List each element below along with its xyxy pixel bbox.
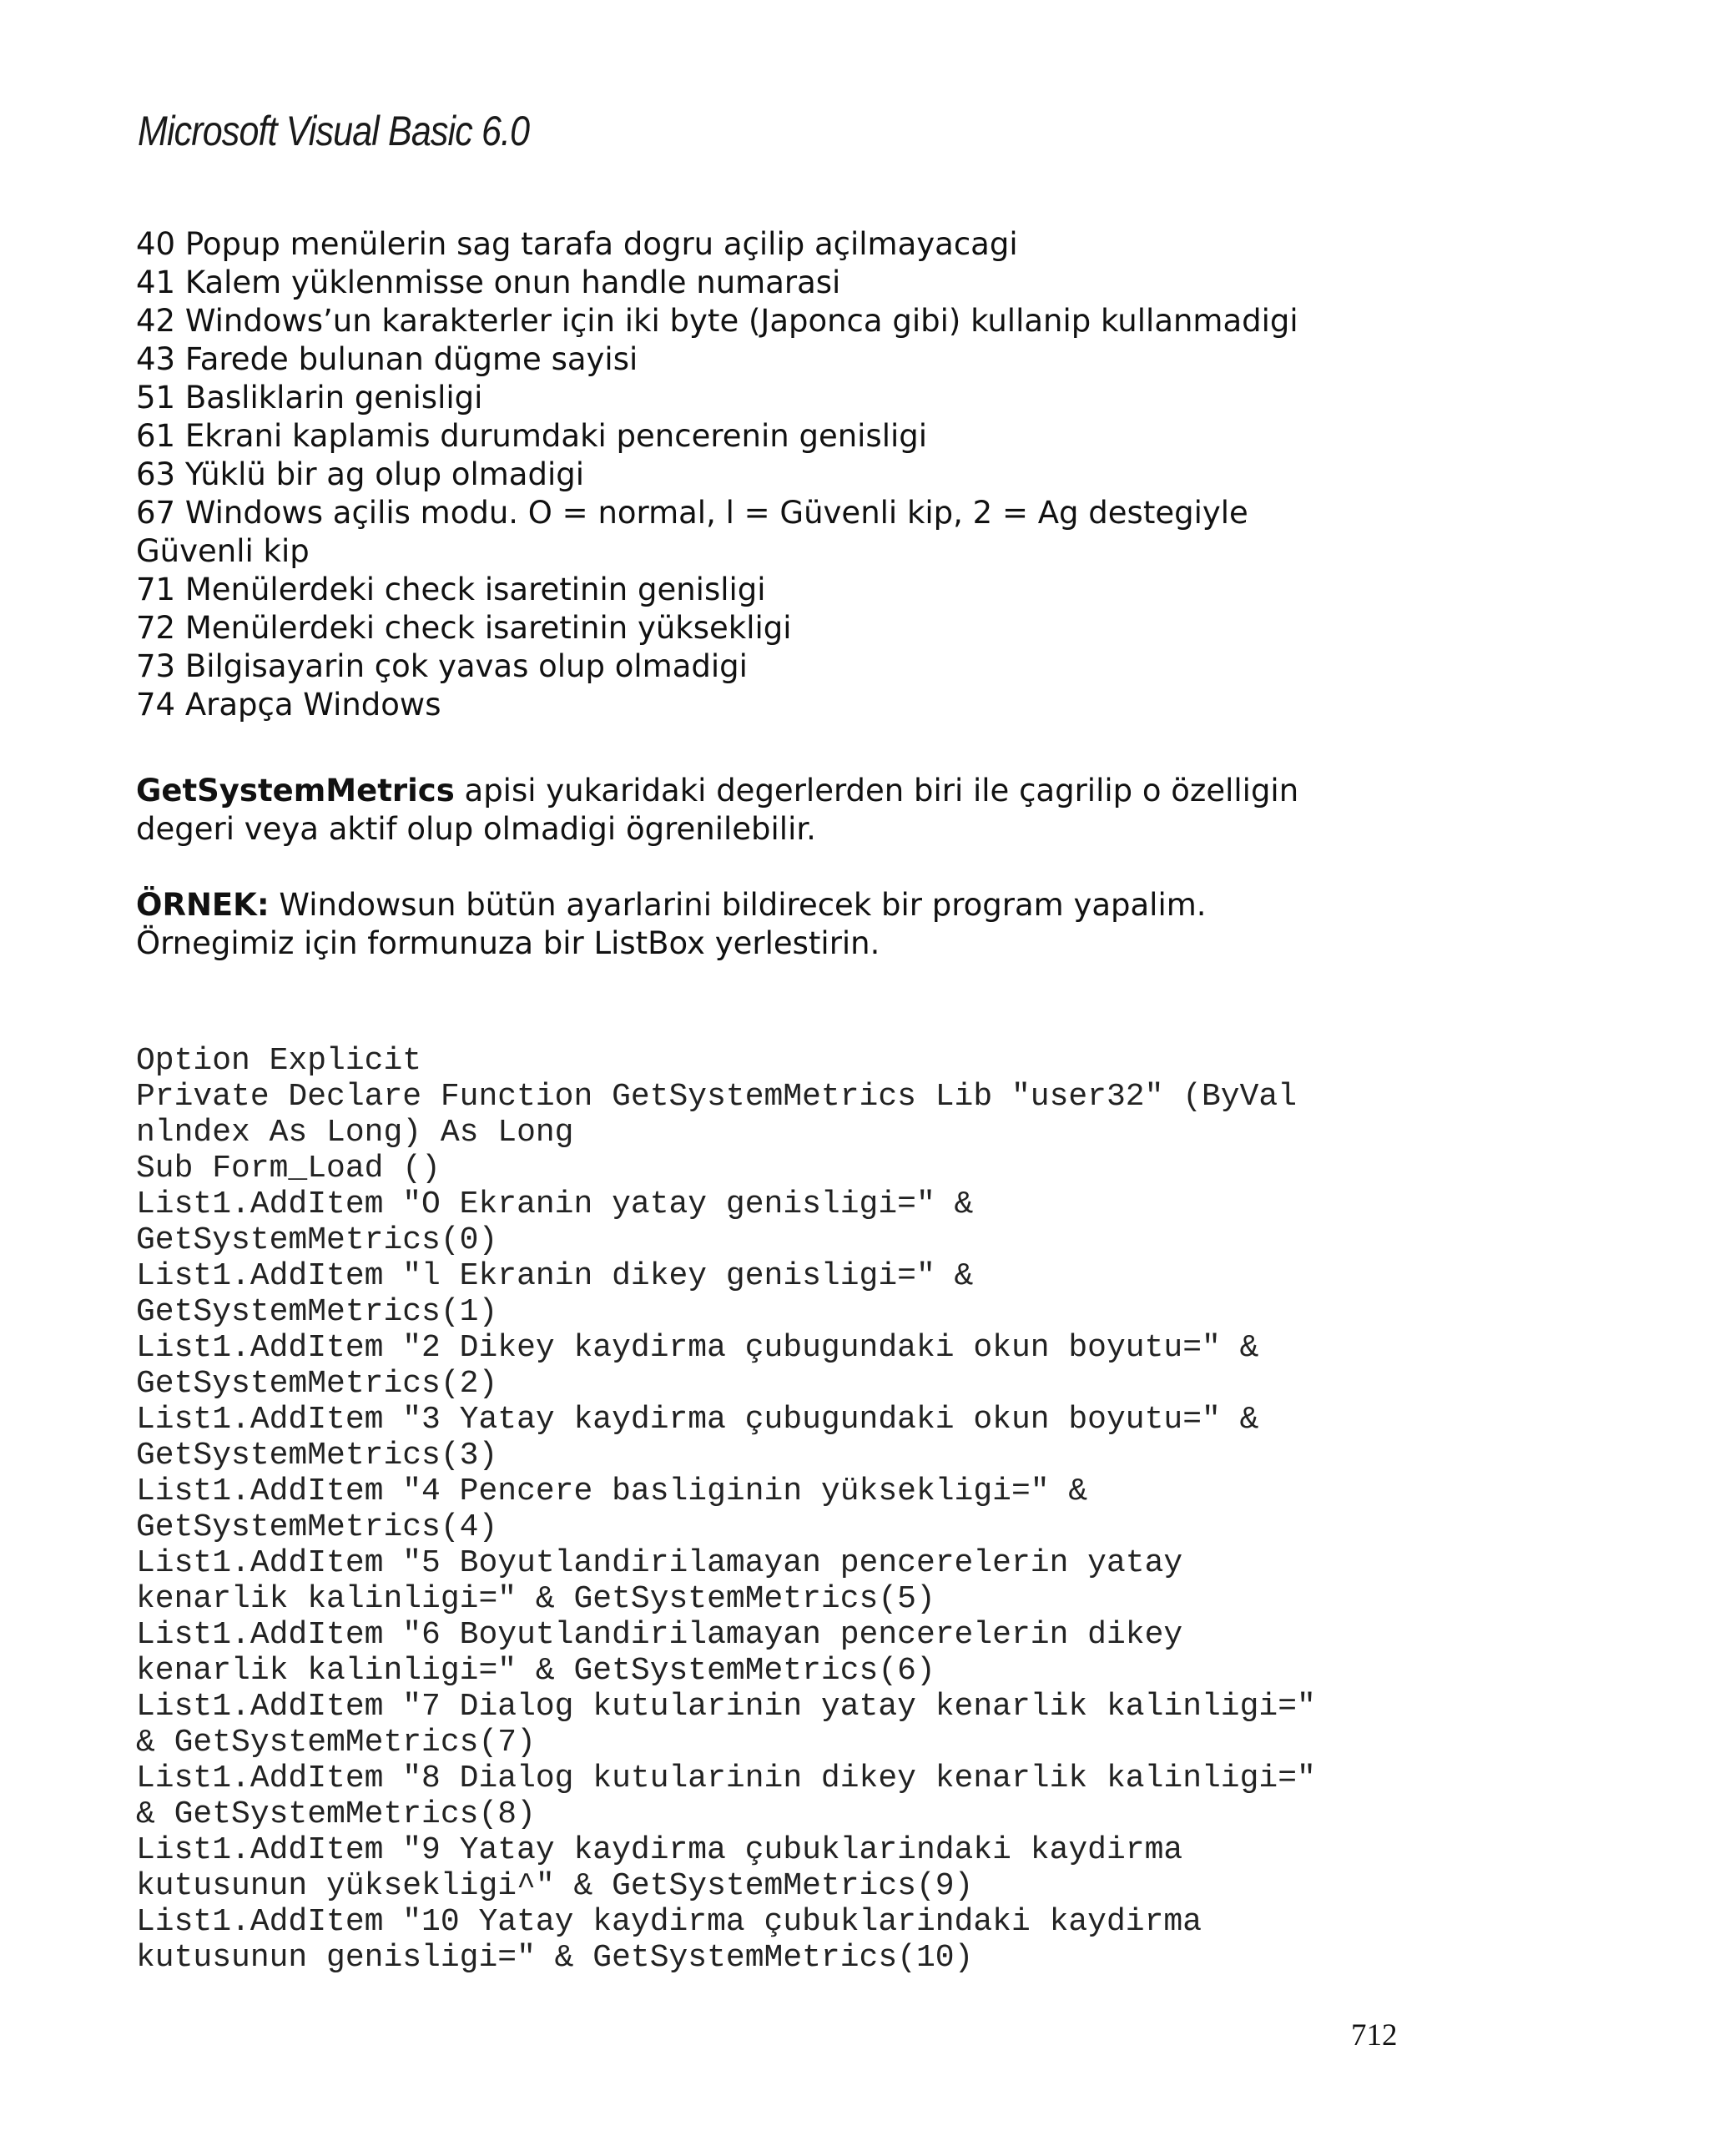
code-line: GetSystemMetrics(2) (136, 1366, 498, 1402)
list-item: 40 Popup menülerin sag tarafa dogru açilip açilmayacagi (136, 226, 1018, 262)
metrics-list (136, 225, 1388, 724)
code-line: GetSystemMetrics(4) (136, 1509, 498, 1545)
code-line: GetSystemMetrics(3) (136, 1438, 498, 1473)
list-item: 41 Kalem yüklenmisse onun handle numarasi (136, 264, 841, 300)
list-item: 74 Arapça Windows (136, 687, 441, 723)
code-line: kutusunun genisligi=" & GetSystemMetrics(10) (136, 1940, 974, 1976)
code-line: Private Declare Function GetSystemMetrics Lib "user32" (ByVal (136, 1079, 1298, 1115)
list-item: 72 Menülerdeki check isaretinin yüksekligi (136, 610, 792, 646)
code-line: List1.AddItem "3 Yatay kaydirma çubugundaki okun boyutu=" & (136, 1402, 1259, 1438)
code-line: List1.AddItem "9 Yatay kaydirma çubuklarindaki kaydirma (136, 1832, 1183, 1868)
list-item: 43 Farede bulunan dügme sayisi (136, 341, 638, 377)
code-line: kenarlik kalinligi=" & GetSystemMetrics(5) (136, 1581, 935, 1617)
list-item: 67 Windows açilis modu. O = normal, l = Güvenli kip, 2 = Ag destegiyle (136, 495, 1248, 531)
paragraph-line (136, 772, 1388, 810)
paragraph-line (136, 886, 1388, 924)
paragraph-text: apisi yukaridaki degerlerden biri ile çagrilip o özelligin (454, 773, 1299, 808)
example-paragraph (136, 886, 1388, 963)
code-listing (136, 1043, 1316, 1976)
code-line: List1.AddItem "8 Dialog kutularinin dikey kenarlik kalinligi=" (136, 1761, 1316, 1796)
code-line: List1.AddItem "2 Dikey kaydirma çubugundaki okun boyutu=" & (136, 1330, 1259, 1366)
list-item: 63 Yüklü bir ag olup olmadigi (136, 456, 585, 492)
code-line: & GetSystemMetrics(7) (136, 1725, 536, 1761)
code-line: List1.AddItem "6 Boyutlandirilamayan pencerelerin dikey (136, 1617, 1183, 1653)
code-line: List1.AddItem "O Ekranin yatay genisligi=" & (136, 1186, 974, 1222)
code-line: List1.AddItem "7 Dialog kutularinin yatay kenarlik kalinligi=" (136, 1689, 1316, 1725)
code-line: List1.AddItem "10 Yatay kaydirma çubuklarindaki kaydirma (136, 1904, 1202, 1940)
list-item: 71 Menülerdeki check isaretinin genisligi (136, 572, 766, 607)
list-item: 61 Ekrani kaplamis durumdaki pencerenin genisligi (136, 418, 928, 454)
code-line: Sub Form_Load () (136, 1151, 441, 1186)
code-line: & GetSystemMetrics(8) (136, 1796, 536, 1832)
function-name: GetSystemMetrics (136, 773, 455, 808)
code-line: GetSystemMetrics(1) (136, 1294, 498, 1330)
list-item: 42 Windows’un karakterler için iki byte (Japonca gibi) kullanip kullanmadigi (136, 303, 1298, 339)
code-line: kutusunun yüksekligi^" & GetSystemMetrics(9) (136, 1868, 974, 1904)
paragraph-line: degeri veya aktif olup olmadigi ögrenilebilir. (136, 811, 816, 847)
code-line: Option Explicit (136, 1043, 422, 1079)
paragraph-text: Windowsun bütün ayarlarini bildirecek bir program yapalim. (269, 887, 1207, 923)
code-line: List1.AddItem "5 Boyutlandirilamayan pencerelerin yatay (136, 1545, 1183, 1581)
description-paragraph (136, 772, 1388, 849)
page-number: 712 (1351, 2018, 1398, 2053)
paragraph-line: Örnegimiz için formunuza bir ListBox yerlestirin. (136, 925, 880, 961)
code-line: GetSystemMetrics(0) (136, 1222, 498, 1258)
list-item: Güvenli kip (136, 533, 310, 569)
code-line: List1.AddItem "l Ekranin dikey genisligi=" & (136, 1258, 974, 1294)
example-label: ÖRNEK: (136, 887, 270, 923)
running-head: Microsoft Visual Basic 6.0 (138, 108, 530, 154)
list-item: 73 Bilgisayarin çok yavas olup olmadigi (136, 648, 748, 684)
list-item: 51 Basliklarin genisligi (136, 380, 483, 416)
code-line: nlndex As Long) As Long (136, 1115, 574, 1151)
code-line: List1.AddItem "4 Pencere basliginin yüksekligi=" & (136, 1473, 1088, 1509)
code-line: kenarlik kalinligi=" & GetSystemMetrics(6) (136, 1653, 935, 1689)
